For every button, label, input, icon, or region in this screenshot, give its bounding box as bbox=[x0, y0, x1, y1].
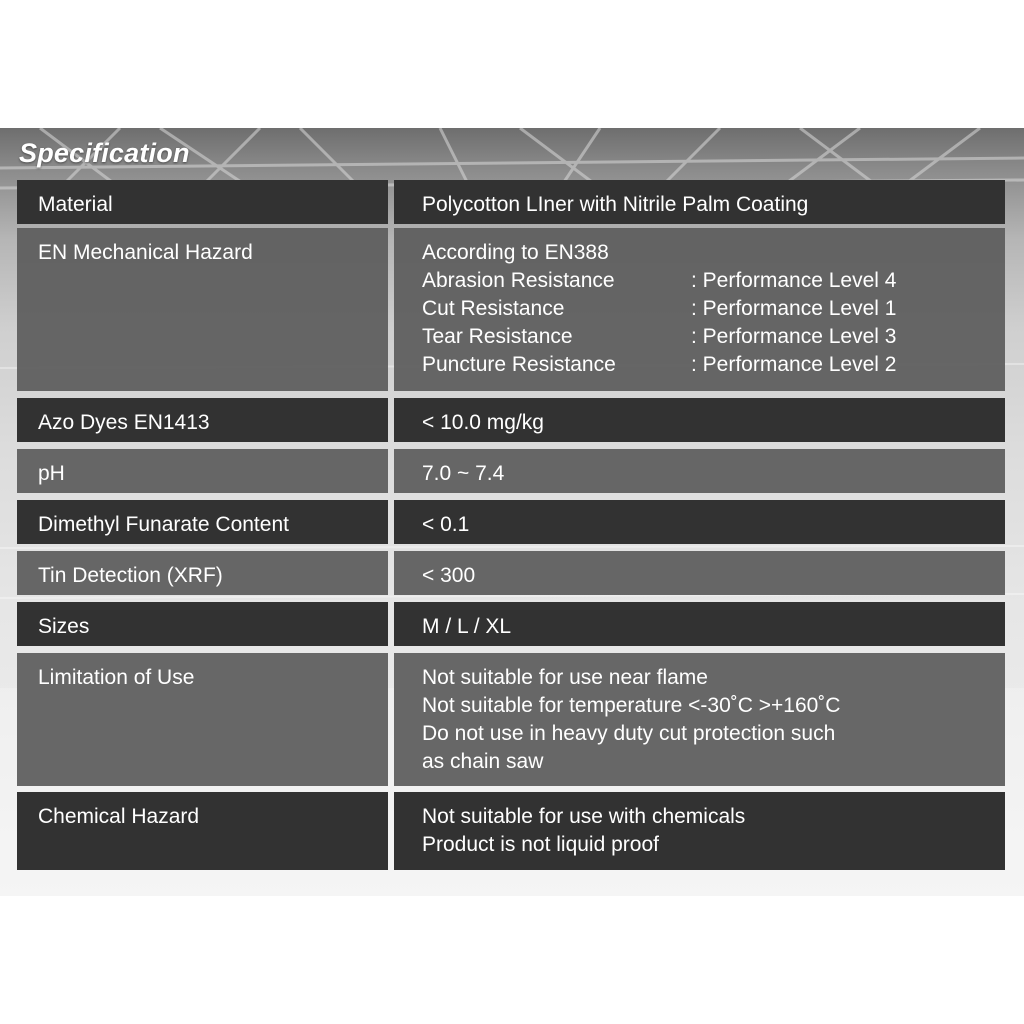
performance-item: Cut Resistance : Performance Level 1 bbox=[422, 297, 897, 320]
table-row bbox=[17, 180, 1005, 224]
row-value: < 300 bbox=[394, 551, 1005, 595]
row-label: Chemical Hazard bbox=[17, 792, 388, 870]
table-row bbox=[17, 228, 1005, 391]
table-row bbox=[17, 602, 1005, 646]
performance-item: Puncture Resistance : Performance Level 2 bbox=[422, 353, 897, 376]
row-label: Dimethyl Funarate Content bbox=[17, 500, 388, 544]
row-value: Not suitable for use near flame Not suitable for temperature <-30˚C >+160˚C Do not use in heavy duty cut protection such as chain saw bbox=[394, 653, 1005, 786]
row-label: Limitation of Use bbox=[17, 653, 388, 786]
row-label: Material bbox=[17, 180, 388, 224]
table-row bbox=[17, 398, 1005, 442]
performance-item: Tear Resistance : Performance Level 3 bbox=[422, 325, 897, 348]
table-row bbox=[17, 551, 1005, 595]
row-label: pH bbox=[17, 449, 388, 493]
row-label: Tin Detection (XRF) bbox=[17, 551, 388, 595]
row-value: < 10.0 mg/kg bbox=[394, 398, 1005, 442]
row-value: 7.0 ~ 7.4 bbox=[394, 449, 1005, 493]
row-value bbox=[394, 228, 1005, 391]
performance-item: Abrasion Resistance : Performance Level 4 bbox=[422, 269, 897, 292]
row-label: Sizes bbox=[17, 602, 388, 646]
row-label: Azo Dyes EN1413 bbox=[17, 398, 388, 442]
specification-panel bbox=[0, 128, 1024, 896]
table-row bbox=[17, 653, 1005, 786]
table-row bbox=[17, 449, 1005, 493]
table-row bbox=[17, 500, 1005, 544]
row-value: Polycotton LIner with Nitrile Palm Coating bbox=[394, 180, 1005, 224]
row-value: M / L / XL bbox=[394, 602, 1005, 646]
row-value: Not suitable for use with chemicals Product is not liquid proof bbox=[394, 792, 1005, 870]
standard-reference: According to EN388 bbox=[422, 241, 609, 264]
row-label: EN Mechanical Hazard bbox=[17, 228, 388, 391]
row-value: < 0.1 bbox=[394, 500, 1005, 544]
table-row bbox=[17, 792, 1005, 870]
page-title: Specification bbox=[19, 138, 190, 168]
